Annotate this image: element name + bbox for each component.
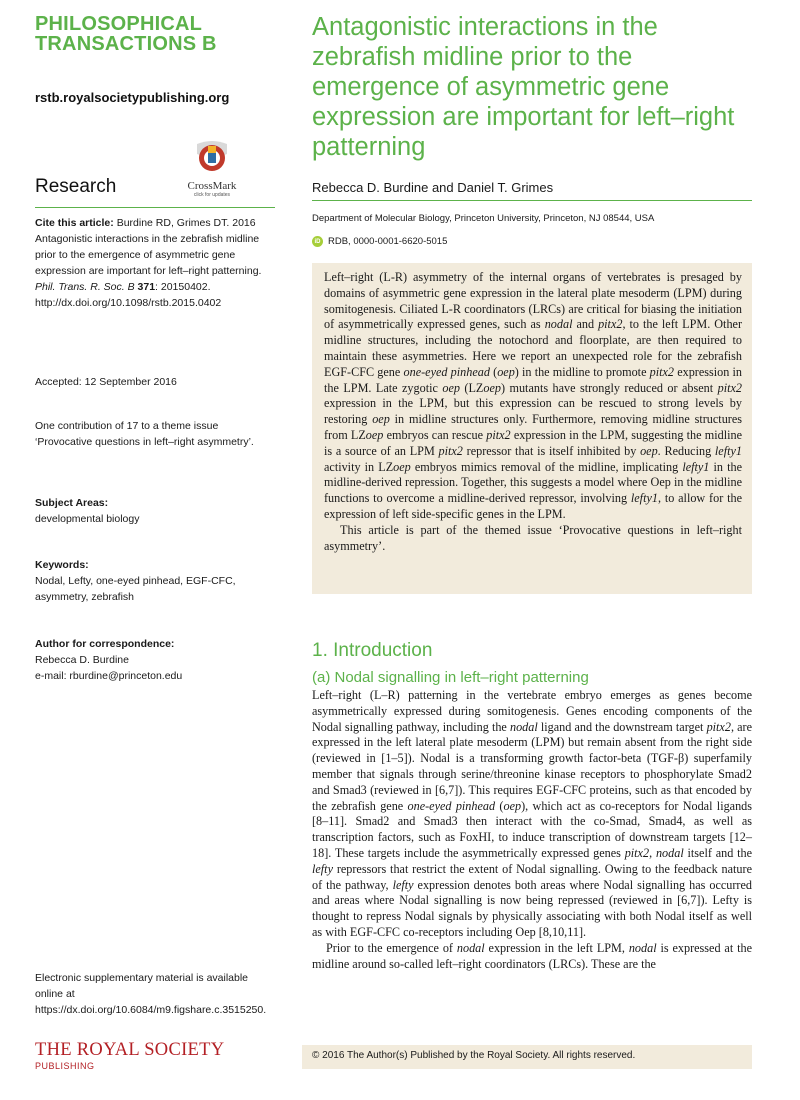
crossmark-button[interactable] (182, 140, 242, 198)
abstract-paragraph: Left–right (L-R) asymmetry of the internal organs of vertebrates is presaged by domains of asymmetric gene expression in the lateral plate mesoderm (LPM) during somitogenesis. Ciliated L-R coordinators (LRCs) are critical for biasing the initiation of asymmetrically expressed genes, such as nodal and pitx2, to the left LPM. Other midline structures, including the notochord and floorplate, are then required to maintain these asymmetries. Here we report an unexpected role for the zebrafish EGF-CFC gene one-eyed pinhead (oep) in the midline to promote pitx2 expression in the LPM. Late zygotic oep (LZoep) mutants have strongly reduced or absent pitx2 expression in the LPM, but this expression can be rescued to strong levels by restoring oep in midline structures only. Furthermore, removing midline structures from LZoep embryos can rescue pitx2 expression in the LPM, suggesting the midline is a source of an LPM pitx2 repressor that is itself inhibited by oep. Reducing lefty1 activity in LZoep embryos mimics removal of the midline, implicating lefty1 in the midline-derived repression. Together, this suggests a model where Oep in the midline functions to overcome a midline-derived repressor, involving lefty1, to allow for the expression of left side-specific genes in the LPM. (324, 270, 743, 521)
correspondence-label: Author for correspondence: (35, 638, 175, 650)
keywords-value: Nodal, Lefty, one-eyed pinhead, EGF-CFC, asymmetry, zebrafish (35, 575, 236, 603)
journal-url-link[interactable]: rstb.royalsocietypublishing.org (35, 90, 230, 105)
body-paragraph: Prior to the emergence of nodal expression in the left LPM, nodal is expressed at the midline around so-called left–right coordinators (LRCs). These are the (312, 940, 753, 971)
cite-volume: 371 (137, 281, 156, 293)
journal-name-line1: PHILOSOPHICAL (35, 13, 203, 35)
abstract-theme-note: This article is part of the themed issue ‘Provocative questions in left–right asymmetry’. (324, 522, 742, 553)
theme-contribution: One contribution of 17 to a theme issue ‘Provocative questions in left–right asymmetry’. (35, 420, 254, 448)
orcid-icon[interactable]: iD (312, 236, 323, 247)
subsection-heading: (a) Nodal signalling in left–right patterning (312, 669, 589, 686)
publisher-logo-sub: PUBLISHING (35, 1061, 95, 1071)
supplementary-note: Electronic supplementary material is available online at https://dx.doi.org/10.6084/m9.figshare.c.3515250. (35, 972, 267, 1016)
keywords (35, 557, 275, 605)
body-paragraph: Left–right (L–R) patterning in the vertebrate embryo emerges as genes become asymmetrically expressed during somitogenesis. Genes encoding components of the Nodal signalling pathway, including the nodal ligand and the downstream target pitx2, are expressed in the left lateral plate mesoderm (LPM) but remain absent from the right side (reviewed in [1–5]). Nodal is a transforming growth factor-beta (TGF-β) superfamily member that signals through serine/threonine kinase receptors to phosphorylate Smad2 and Smad3 (reviewed in [6,7]). This requires EGF-CFC proteins, such as that encoded by the zebrafish gene one-eyed pinhead (oep), which act as co-receptors for Nodal ligands [8–11]. Smad2 and Smad3 then interact with the co-Smad, Smad4, as well as transcription factors, such as FoxHI, to induce transcription of downstream targets [12–18]. These targets include the asymmetrically expressed genes pitx2, nodal itself and the lefty repressors that restrict the extent of Nodal signalling. Owing to the feedback nature of the pathway, lefty expression denotes both areas where Nodal signalling has occurred and areas where Nodal signalling is now being repressed (reviewed in [6,7]). Lefty is thought to repress Nodal signals by physically associating with both Nodal itself as well as with EGF-CFC co-receptors including Oep [8,10,11]. (312, 688, 753, 939)
abstract-panel (312, 263, 752, 594)
cite-doi-link[interactable]: http://dx.doi.org/10.1098/rstb.2015.0402 (35, 297, 222, 309)
correspondence-name: Rebecca D. Burdine (35, 654, 129, 666)
correspondence-email[interactable]: e-mail: rburdine@princeton.edu (35, 670, 183, 682)
body-text (312, 688, 752, 972)
journal-name (35, 14, 275, 54)
journal-name-line2: TRANSACTIONS B (35, 33, 217, 55)
crossmark-label: CrossMark (187, 180, 237, 192)
cite-journal: Phil. Trans. R. Soc. B (35, 281, 135, 293)
subject-areas-value: developmental biology (35, 513, 140, 525)
section-heading: 1. Introduction (312, 640, 433, 661)
right-divider (312, 200, 752, 201)
crossmark-sub: click for updates (193, 192, 231, 198)
subject-areas-label: Subject Areas: (35, 497, 109, 509)
orcid-line (312, 236, 447, 247)
article-authors: Rebecca D. Burdine and Daniel T. Grimes (312, 180, 554, 195)
subject-areas (35, 495, 275, 527)
crossmark-icon (192, 140, 232, 174)
publisher-logo: THE ROYAL SOCIETY (35, 1040, 225, 1060)
cite-label: Cite this article: (35, 217, 114, 229)
cite-article: : 20150402. (155, 281, 211, 293)
left-divider (35, 207, 275, 208)
article-title: Antagonistic interactions in the zebrafish midline prior to the emergence of asymmetric gene expression are important for left–right patterning (312, 13, 735, 161)
cite-authors: Burdine RD, Grimes DT. 2016 (116, 217, 256, 229)
copyright-bar: © 2016 The Author(s) Published by the Royal Society. All rights reserved. (302, 1045, 752, 1069)
correspondence (35, 636, 275, 684)
article-affiliation: Department of Molecular Biology, Princeton University, Princeton, NJ 08544, USA (312, 213, 655, 224)
accepted-date: Accepted: 12 September 2016 (35, 376, 177, 388)
keywords-label: Keywords: (35, 559, 89, 571)
section-label: Research (35, 176, 117, 197)
orcid-id: RDB, 0000-0001-6620-5015 (328, 236, 448, 247)
cite-title: Antagonistic interactions in the zebrafish midline prior to the emergence of asymmetric gene expression are important for left–right patterning. (35, 233, 262, 277)
citation-block (35, 215, 275, 311)
